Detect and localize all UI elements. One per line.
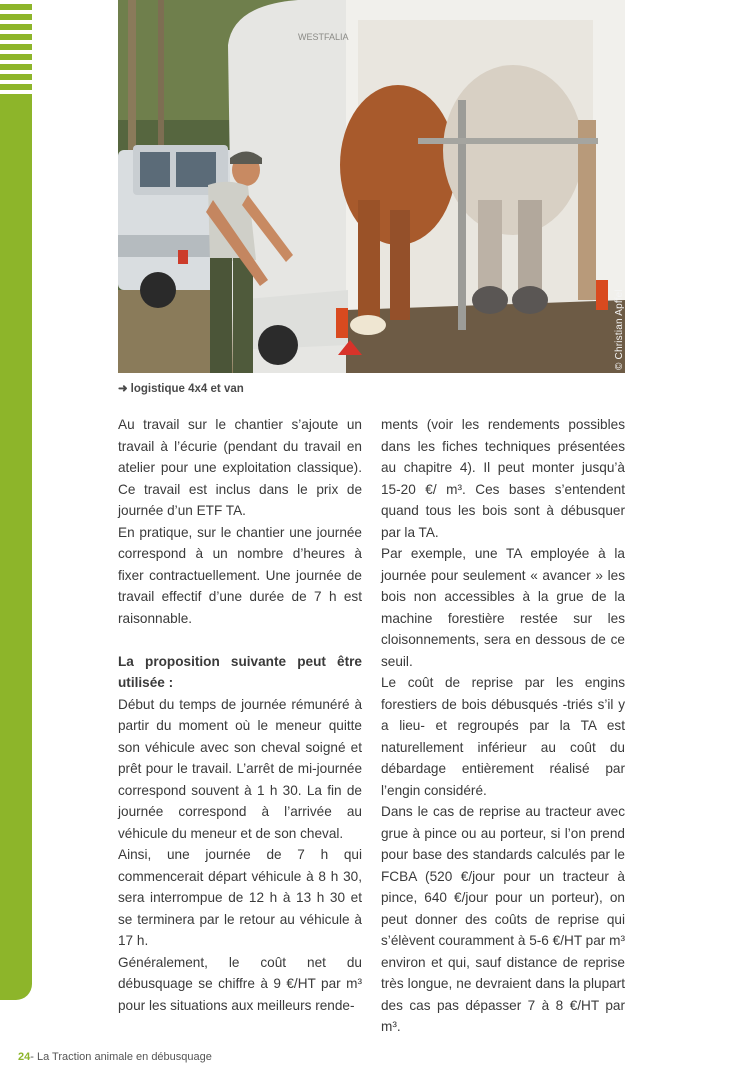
paragraph: ments (voir les rendements possibles dans les fiches techniques présentées au chapitre 4). Il peut monter jusqu’à 15-20 €/ m³. Ces bases s’entendent quand tous les bois sont à débusquer par la TA. [381,417,625,540]
footer-title: - La Traction animale en débusquage [30,1051,212,1063]
paragraph: Par exemple, une TA employée à la journée pour seulement « avancer » les bois non accessibles à la grue de la machine forestière restée sur les cloisonnements, sera en dessous de ce seuil. [381,546,625,669]
arrow-right-icon: ➜ [118,383,128,395]
paragraph-heading: La proposition suivante peut être utilisée : [118,653,362,690]
paragraph: Au travail sur le chantier s’ajoute un travail à l’écurie (pendant du travail en atelier pour une exploitation classique). Ce travail est inclus dans le prix de journée d’un ETF TA. [118,417,362,518]
page-footer [18,1051,212,1063]
paragraph: Ainsi, une journée de 7 h qui commencerait départ véhicule à 8 h 30, sera interrompue de 12 h à 13 h 30 et se terminera par le retour au véhicule à 17 h. [118,847,362,948]
trailer-brand-label: WESTFALIA [298,32,349,42]
green-sidebar-band [0,0,32,1000]
left-text-column [118,414,362,1016]
caption-text: logistique 4x4 et van [130,383,244,395]
paragraph: Début du temps de journée rémunéré à partir du moment où le meneur quitte son véhicule avec son cheval soigné et prêt pour le travail. L’arrêt de mi-journée correspond souvent à 1 h 30. La fin de journée correspond à l’arrivée au véhicule du meneur et de son cheval. [118,696,362,841]
paragraph: Généralement, le coût net du débusquage se chiffre à 9 €/HT par m³ pour les situations aux meilleurs rende- [118,954,362,1013]
sidebar-stripes [0,0,32,100]
paragraph: Dans le cas de reprise au tracteur avec grue à pince ou au porteur, si l’on prend pour base des standards calculés par le FCBA (520 €/jour pour un tracteur à pince, 640 €/jour pour un porteur), on peut donner des coûts de reprise qui s’élèvent couramment à 5-6 €/HT par m³ environ et qui, sauf distance de reprise très longue, ne devraient dans la plupart des cas pas dépasser 7 à 8 €/HT par m³. [381,804,625,1034]
paragraph: Le coût de reprise par les engins forestiers de bois débusqués -triés s’il y a lieu- et regroupés par la TA est naturellement inférieur au coût du débardage entièrement réalisé par l’engin considéré. [381,675,625,798]
page-number: 24 [18,1051,31,1063]
right-text-column [381,414,625,1038]
photo-horse-trailer [118,0,625,373]
paragraph: En pratique, sur le chantier une journée correspond à un nombre d’heures à fixer contractuellement. Une journée de travail effectif d’une durée de 7 h est raisonnable. [118,524,362,626]
photo-caption [118,381,244,395]
photo-credit: © Christian Apffel [614,289,625,370]
photo-illustration [118,0,625,373]
